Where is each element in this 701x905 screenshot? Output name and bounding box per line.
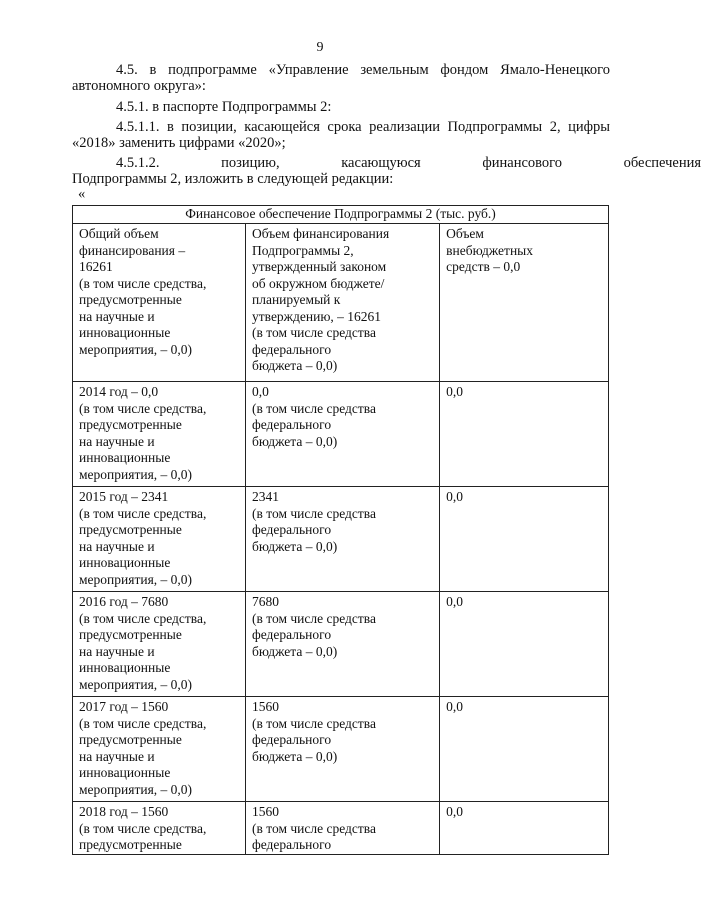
cell-text: 0,0 — [446, 384, 464, 399]
cell-text: 0,0 — [446, 489, 464, 504]
paragraph-4-5-1: 4.5.1. в паспорте Подпрограммы 2: — [116, 99, 332, 115]
table-row — [73, 697, 609, 802]
year-cell — [73, 592, 246, 697]
cell-text: 2017 год – 1560 (в том числе средства, предусмотренные на научные и инновационные мероприятия, – 0,0) — [79, 699, 207, 797]
cell-text: 2014 год – 0,0 (в том числе средства, предусмотренные на научные и инновационные мероприятия, – 0,0) — [79, 384, 207, 482]
budget-cell — [246, 802, 440, 855]
table-header-row — [73, 206, 609, 224]
extrabudget-cell — [440, 487, 609, 592]
cell-text: 2341 (в том числе средства федерального бюджета – 0,0) — [252, 489, 376, 554]
extrabudget-cell — [440, 224, 609, 382]
extrabudget-cell — [440, 697, 609, 802]
cell-text: 1560 (в том числе средства федерального — [252, 804, 376, 852]
cell-text: 2016 год – 7680 (в том числе средства, предусмотренные на научные и инновационные мероприятия, – 0,0) — [79, 594, 207, 692]
extrabudget-cell — [440, 382, 609, 487]
total-cell — [73, 224, 246, 382]
table-row — [73, 592, 609, 697]
table-header: Финансовое обеспечение Подпрограммы 2 (тыс. руб.) — [73, 206, 609, 224]
cell-text: 0,0 (в том числе средства федерального бюджета – 0,0) — [252, 384, 376, 449]
year-cell — [73, 697, 246, 802]
cell-text: Объем финансирования Подпрограммы 2, утвержденный законом об окружном бюджете/ планируемый к утверждению, – 16261 (в том числе средства федерального бюджета – 0,0) — [252, 226, 390, 373]
paragraph-4-5-1-2-line-1: 4.5.1.2. позицию, касающуюся финансового обеспечения — [116, 155, 701, 171]
cell-text: 2018 год – 1560 (в том числе средства, предусмотренные — [79, 804, 207, 852]
quote-mark: « — [78, 186, 86, 202]
paragraph-4-5-1-1-line-1: 4.5.1.1. в позиции, касающейся срока реализации Подпрограммы 2, цифры — [116, 119, 610, 135]
page-number: 9 — [316, 40, 324, 55]
cell-text: Объем внебюджетных средств – 0,0 — [446, 226, 533, 274]
paragraph-4-5-1-2-line-2: Подпрограммы 2, изложить в следующей редакции: — [72, 171, 394, 187]
paragraph-4-5-line-1: 4.5. в подпрограмме «Управление земельным фондом Ямало-Ненецкого — [116, 62, 610, 78]
budget-cell — [246, 224, 440, 382]
cell-text: 0,0 — [446, 699, 464, 714]
budget-cell — [246, 382, 440, 487]
table-row — [73, 382, 609, 487]
year-cell — [73, 487, 246, 592]
cell-text: 1560 (в том числе средства федерального бюджета – 0,0) — [252, 699, 376, 764]
table-row — [73, 802, 609, 855]
cell-text: Общий объем финансирования – 16261 (в том числе средства, предусмотренные на научные и инновационные мероприятия, – 0,0) — [79, 226, 207, 357]
table-row — [73, 487, 609, 592]
cell-text: 2015 год – 2341 (в том числе средства, предусмотренные на научные и инновационные мероприятия, – 0,0) — [79, 489, 207, 587]
extrabudget-cell — [440, 592, 609, 697]
paragraph-4-5-1-1-line-2: «2018» заменить цифрами «2020»; — [72, 135, 286, 151]
year-cell — [73, 382, 246, 487]
paragraph-4-5-line-2: автономного округа»: — [72, 78, 206, 94]
extrabudget-cell — [440, 802, 609, 855]
budget-cell — [246, 487, 440, 592]
table-row — [73, 224, 609, 382]
cell-text: 0,0 — [446, 804, 464, 819]
year-cell — [73, 802, 246, 855]
cell-text: 7680 (в том числе средства федерального бюджета – 0,0) — [252, 594, 376, 659]
budget-cell — [246, 592, 440, 697]
financing-table — [72, 205, 609, 855]
budget-cell — [246, 697, 440, 802]
cell-text: 0,0 — [446, 594, 464, 609]
